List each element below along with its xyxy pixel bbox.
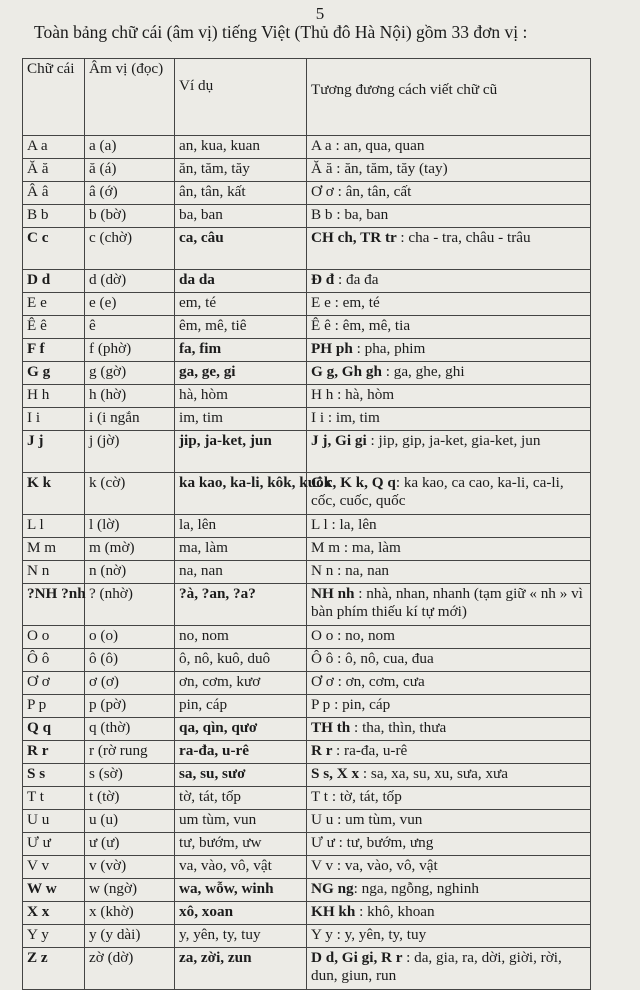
equivalent-cell: NH nh : nhà, nhan, nhanh (tạm giữ « nh » vì bàn phím thiếu kí tự mới) [311,585,583,620]
equivalent-cell: D d, Gi gi, R r : da, gia, ra, dời, giời, rời, dun, giun, run [311,949,562,984]
example-cell: ga, ge, gi [179,363,236,380]
equivalent-cell: O o : no, nom [311,627,395,644]
equivalent-cell: Đ đ : đa đa [311,271,379,288]
table-row [23,672,591,695]
example-cell: ô, nô, kuô, duô [179,650,271,667]
letter-cell: J j [27,432,44,449]
table-row [23,538,591,561]
example-cell: sa, su, sươ [179,765,246,782]
phoneme-cell: y (y dài) [89,926,141,943]
example-cell: jip, ja-ket, jun [179,432,272,449]
example-cell: za, zời, zun [179,949,252,966]
table-row [23,879,591,902]
letter-cell: U u [27,811,50,828]
table-row [23,925,591,948]
letter-cell: R r [27,742,49,759]
equivalent-cell: V v : va, vào, vô, vật [311,857,438,874]
letter-cell: Ơ ơ [27,673,50,690]
equivalent-cell: Ơ ơ : ơn, cơm, cưa [311,673,425,690]
example-cell: ba, ban [179,206,223,223]
letter-cell: T t [27,788,45,805]
equivalent-cell: I i : im, tim [311,409,380,426]
table-row [23,649,591,672]
equivalent-cell: Ơ ơ : ân, tân, cất [311,183,412,200]
letter-cell: Q q [27,719,52,736]
phoneme-cell: j (jờ) [89,432,120,449]
table-row [23,473,591,515]
table-row [23,293,591,316]
letter-cell: L l [27,516,44,533]
example-cell: ơn, cơm, kươ [179,673,261,690]
letter-cell: O o [27,627,50,644]
header-equivalent: Tương đương cách viết chữ cũ [307,59,591,136]
phoneme-cell: a (a) [89,137,117,154]
letter-cell: E e [27,294,47,311]
equivalent-cell: B b : ba, ban [311,206,389,223]
table-row [23,787,591,810]
table-row [23,385,591,408]
table-row [23,205,591,228]
equivalent-cell: Ư ư : tư, bướm, ưng [311,834,434,851]
letter-cell: B b [27,206,49,223]
table-row [23,718,591,741]
example-cell: pin, cáp [179,696,228,713]
phoneme-cell: zờ (dờ) [89,949,134,966]
phoneme-cell: p (pờ) [89,696,127,713]
table-row [23,584,591,626]
phoneme-cell: i (i ngắn [89,409,140,426]
equivalent-cell: E e : em, té [311,294,380,311]
table-row [23,228,591,270]
phoneme-cell: ô (ô) [89,650,119,667]
table-row [23,764,591,787]
phoneme-cell: ? (nhờ) [89,585,133,602]
phoneme-cell: c (chờ) [89,229,133,246]
example-cell: im, tim [179,409,223,426]
phoneme-cell: x (khờ) [89,903,134,920]
letter-cell: X x [27,903,50,920]
equivalent-cell: KH kh : khô, khoan [311,903,435,920]
letter-cell: M m [27,539,57,556]
table-row [23,182,591,205]
equivalent-cell: G g, Gh gh : ga, ghe, ghi [311,363,465,380]
equivalent-cell: C c, K k, Q q: ka kao, ca cao, ka-li, ca-li, cốc, cuốc, quốc [311,474,564,509]
table-row [23,561,591,584]
example-cell: wa, wỗw, winh [179,880,274,897]
table-row [23,741,591,764]
equivalent-cell: PH ph : pha, phim [311,340,426,357]
phoneme-cell: w (ngờ) [89,880,138,897]
phoneme-cell: ă (á) [89,160,117,177]
phoneme-cell: e (e) [89,294,117,311]
phoneme-cell: ơ (ơ) [89,673,119,690]
example-cell: ka kao, ka-li, kôk, kuôk [179,474,333,491]
letter-cell: H h [27,386,50,403]
example-cell: êm, mê, tiê [179,317,247,334]
letter-cell: Ô ô [27,650,50,667]
letter-cell: P p [27,696,47,713]
letter-cell: ?NH ?nh [27,585,86,602]
example-cell: y, yên, ty, tuy [179,926,261,943]
phoneme-cell: f (phờ) [89,340,132,357]
example-cell: ma, làm [179,539,228,556]
table-row [23,431,591,473]
example-cell: la, lên [179,516,217,533]
table-row [23,515,591,538]
table-row [23,316,591,339]
phoneme-cell: ư (ư) [89,834,120,851]
table-row [23,626,591,649]
table-body [23,136,591,990]
page-number: 5 [315,4,325,23]
equivalent-cell: T t : tờ, tát, tốp [311,788,402,805]
example-cell: hà, hòm [179,386,228,403]
example-cell: fa, fim [179,340,222,357]
equivalent-cell: N n : na, nan [311,562,390,579]
phoneme-cell: b (bờ) [89,206,127,223]
phoneme-cell: s (sờ) [89,765,123,782]
header-letter: Chữ cái [23,59,85,136]
table-row [23,339,591,362]
table-row [23,408,591,431]
example-cell: no, nom [179,627,229,644]
equivalent-cell: S s, X x : sa, xa, su, xu, sưa, xưa [311,765,509,782]
table-row [23,362,591,385]
example-cell: tờ, tát, tốp [179,788,242,805]
phoneme-cell: q (thờ) [89,719,131,736]
table-row [23,270,591,293]
letter-cell: Ư ư [27,834,51,851]
phoneme-cell: n (nờ) [89,562,127,579]
example-cell: um tùm, vun [179,811,257,828]
equivalent-cell: Y y : y, yên, ty, tuy [311,926,427,943]
equivalent-cell: A a : an, qua, quan [311,137,425,154]
phoneme-cell: h (hờ) [89,386,127,403]
phoneme-cell: u (u) [89,811,119,828]
example-cell: ăn, tăm, tăy [179,160,250,177]
phoneme-cell: â (ớ) [89,183,118,200]
phoneme-cell: t (tờ) [89,788,120,805]
phoneme-cell: v (vờ) [89,857,127,874]
letter-cell: F f [27,340,45,357]
letter-cell: A a [27,137,48,154]
equivalent-cell: CH ch, TR tr : cha - tra, châu - trâu [311,229,531,246]
example-cell: em, té [179,294,217,311]
equivalent-cell: P p : pin, cáp [311,696,391,713]
table-row [23,810,591,833]
letter-cell: Ă ă [27,160,49,177]
example-cell: da da [179,271,215,288]
example-cell: xô, xoan [179,903,234,920]
table-row [23,948,591,990]
example-cell: ân, tân, kất [179,183,246,200]
equivalent-cell: H h : hà, hòm [311,386,395,403]
table-row [23,856,591,879]
letter-cell: S s [27,765,46,782]
phoneme-cell: l (lờ) [89,516,120,533]
equivalent-cell: R r : ra-đa, u-rê [311,742,408,759]
example-cell: ?à, ?an, ?a? [179,585,256,602]
phoneme-cell: k (cờ) [89,474,126,491]
equivalent-cell: Ô ô : ô, nô, cua, đua [311,650,434,667]
letter-cell: D d [27,271,51,288]
page-title: Toàn bảng chữ cái (âm vị) tiếng Việt (Thủ đô Hà Nội) gồm 33 đơn vị : [34,22,528,42]
letter-cell: K k [27,474,52,491]
example-cell: an, kua, kuan [179,137,260,154]
equivalent-cell: U u : um tùm, vun [311,811,423,828]
table-row [23,695,591,718]
letter-cell: I i [27,409,41,426]
example-cell: qa, qìn, qươ [179,719,258,736]
table-row [23,833,591,856]
phoneme-cell: m (mờ) [89,539,135,556]
equivalent-cell: Ă ă : ăn, tăm, tăy (tay) [311,160,448,177]
letter-cell: C c [27,229,49,246]
equivalent-cell: TH th : tha, thìn, thưa [311,719,447,736]
letter-cell: V v [27,857,50,874]
equivalent-cell: NG ng: nga, ngỗng, nghinh [311,880,479,897]
equivalent-cell: M m : ma, làm [311,539,401,556]
phoneme-cell: r (rờ rung [89,742,148,759]
equivalent-cell: Ê ê : êm, mê, tia [311,317,411,334]
phoneme-cell: o (o) [89,627,119,644]
letter-cell: G g [27,363,51,380]
equivalent-cell: J j, Gi gi : jip, gip, ja-ket, gia-ket, jun [311,432,541,449]
letter-cell: Y y [27,926,49,943]
header-phoneme: Âm vị (đọc) [85,59,175,136]
letter-cell: Â â [27,183,49,200]
phoneme-cell: g (gờ) [89,363,127,380]
table-header-row [23,59,591,136]
table-row [23,136,591,159]
equivalent-cell: L l : la, lên [311,516,377,533]
alphabet-table [22,58,591,990]
example-cell: ca, câu [179,229,224,246]
example-cell: na, nan [179,562,223,579]
header-example: Ví dụ [175,59,307,136]
letter-cell: Ê ê [27,317,47,334]
table-row [23,902,591,925]
table-row [23,159,591,182]
letter-cell: Z z [27,949,48,966]
example-cell: ra-đa, u-rê [179,742,250,759]
phoneme-cell: d (dờ) [89,271,127,288]
phoneme-cell: ê [89,317,96,334]
example-cell: tư, bướm, ưw [179,834,262,851]
example-cell: va, vào, vô, vật [179,857,272,874]
letter-cell: W w [27,880,57,897]
letter-cell: N n [27,562,50,579]
